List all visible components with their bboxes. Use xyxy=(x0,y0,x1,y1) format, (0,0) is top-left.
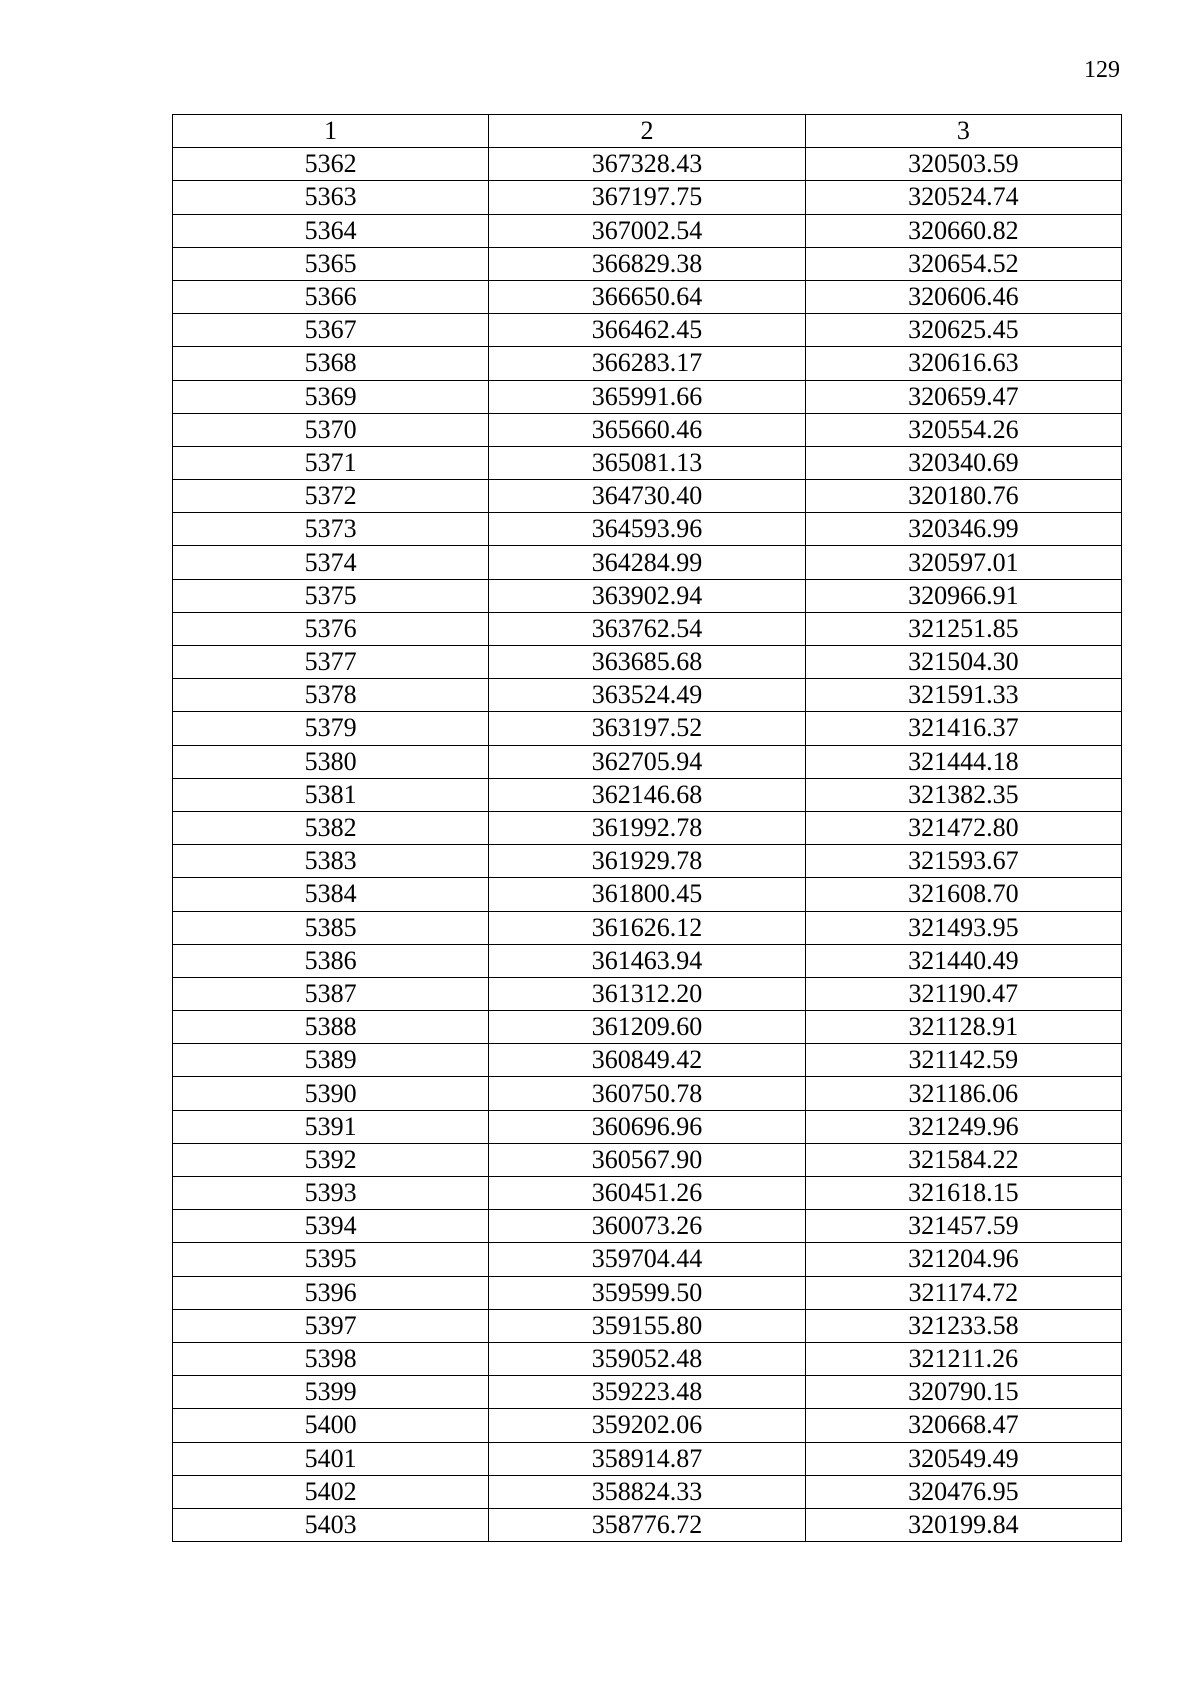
table-cell-col-3: 321416.37 xyxy=(805,712,1121,745)
table-cell-col-3: 321128.91 xyxy=(805,1011,1121,1044)
table-row xyxy=(173,446,1122,479)
table-row xyxy=(173,1475,1122,1508)
table-row xyxy=(173,1409,1122,1442)
table-cell-col-2: 360849.42 xyxy=(489,1044,805,1077)
table-cell-col-2: 366462.45 xyxy=(489,314,805,347)
table-cell-col-1: 5369 xyxy=(173,380,489,413)
table-cell-col-1: 5364 xyxy=(173,214,489,247)
table-cell-col-2: 366650.64 xyxy=(489,280,805,313)
table-row xyxy=(173,1110,1122,1143)
table-row xyxy=(173,878,1122,911)
table-row xyxy=(173,811,1122,844)
table-cell-col-3: 320606.46 xyxy=(805,280,1121,313)
header-row xyxy=(173,115,1122,148)
table-cell-col-3: 320549.49 xyxy=(805,1442,1121,1475)
table-row xyxy=(173,1309,1122,1342)
table-row xyxy=(173,944,1122,977)
table-cell-col-1: 5402 xyxy=(173,1475,489,1508)
table-cell-col-1: 5388 xyxy=(173,1011,489,1044)
table-row xyxy=(173,214,1122,247)
table-cell-col-2: 366829.38 xyxy=(489,247,805,280)
table-cell-col-1: 5372 xyxy=(173,480,489,513)
table-cell-col-1: 5390 xyxy=(173,1077,489,1110)
table-cell-col-2: 364730.40 xyxy=(489,480,805,513)
table-cell-col-3: 321618.15 xyxy=(805,1177,1121,1210)
table-cell-col-3: 321504.30 xyxy=(805,646,1121,679)
table-cell-col-1: 5381 xyxy=(173,778,489,811)
table-cell-col-3: 320346.99 xyxy=(805,513,1121,546)
table-cell-col-3: 320503.59 xyxy=(805,148,1121,181)
table-row xyxy=(173,778,1122,811)
table-row xyxy=(173,579,1122,612)
table-row xyxy=(173,911,1122,944)
table-cell-col-3: 320790.15 xyxy=(805,1376,1121,1409)
table-header xyxy=(173,115,1122,148)
table-cell-col-1: 5373 xyxy=(173,513,489,546)
table-cell-col-2: 360696.96 xyxy=(489,1110,805,1143)
table-row xyxy=(173,546,1122,579)
table-cell-col-1: 5365 xyxy=(173,247,489,280)
table-row xyxy=(173,181,1122,214)
table-row xyxy=(173,1177,1122,1210)
header-cell-3: 3 xyxy=(805,115,1121,148)
table-cell-col-2: 361463.94 xyxy=(489,944,805,977)
table-cell-col-2: 358824.33 xyxy=(489,1475,805,1508)
table-cell-col-2: 360750.78 xyxy=(489,1077,805,1110)
table-cell-col-2: 365991.66 xyxy=(489,380,805,413)
table-cell-col-3: 321233.58 xyxy=(805,1309,1121,1342)
table-cell-col-1: 5384 xyxy=(173,878,489,911)
table-cell-col-2: 360073.26 xyxy=(489,1210,805,1243)
table-cell-col-1: 5368 xyxy=(173,347,489,380)
table-row xyxy=(173,280,1122,313)
table-cell-col-2: 358776.72 xyxy=(489,1508,805,1541)
table-cell-col-2: 367197.75 xyxy=(489,181,805,214)
table-cell-col-2: 361929.78 xyxy=(489,845,805,878)
table-cell-col-3: 320659.47 xyxy=(805,380,1121,413)
table-cell-col-2: 367002.54 xyxy=(489,214,805,247)
table-cell-col-1: 5385 xyxy=(173,911,489,944)
table-row xyxy=(173,1011,1122,1044)
table-cell-col-1: 5389 xyxy=(173,1044,489,1077)
table-cell-col-3: 320554.26 xyxy=(805,413,1121,446)
table-row xyxy=(173,347,1122,380)
table-cell-col-1: 5367 xyxy=(173,314,489,347)
table-cell-col-2: 362705.94 xyxy=(489,745,805,778)
table-cell-col-2: 364284.99 xyxy=(489,546,805,579)
table-row xyxy=(173,612,1122,645)
table-cell-col-3: 320625.45 xyxy=(805,314,1121,347)
table-cell-col-2: 359223.48 xyxy=(489,1376,805,1409)
table-cell-col-2: 361312.20 xyxy=(489,977,805,1010)
table-row xyxy=(173,646,1122,679)
table-row xyxy=(173,977,1122,1010)
table-row xyxy=(173,247,1122,280)
header-cell-2: 2 xyxy=(489,115,805,148)
table-cell-col-1: 5380 xyxy=(173,745,489,778)
table-cell-col-2: 360567.90 xyxy=(489,1143,805,1176)
table-cell-col-3: 320180.76 xyxy=(805,480,1121,513)
table-cell-col-2: 361800.45 xyxy=(489,878,805,911)
table-cell-col-1: 5400 xyxy=(173,1409,489,1442)
table-cell-col-1: 5370 xyxy=(173,413,489,446)
table-cell-col-1: 5387 xyxy=(173,977,489,1010)
table-cell-col-3: 320340.69 xyxy=(805,446,1121,479)
table-cell-col-3: 320476.95 xyxy=(805,1475,1121,1508)
table-cell-col-1: 5398 xyxy=(173,1342,489,1375)
header-cell-1: 1 xyxy=(173,115,489,148)
table-cell-col-3: 321591.33 xyxy=(805,679,1121,712)
table-row xyxy=(173,845,1122,878)
table-cell-col-2: 363197.52 xyxy=(489,712,805,745)
table-row xyxy=(173,1243,1122,1276)
table-cell-col-1: 5397 xyxy=(173,1309,489,1342)
table-cell-col-2: 358914.87 xyxy=(489,1442,805,1475)
table-cell-col-2: 365081.13 xyxy=(489,446,805,479)
table-cell-col-1: 5386 xyxy=(173,944,489,977)
table-cell-col-3: 321472.80 xyxy=(805,811,1121,844)
table-cell-col-2: 359052.48 xyxy=(489,1342,805,1375)
table-row xyxy=(173,513,1122,546)
table-cell-col-1: 5396 xyxy=(173,1276,489,1309)
table-row xyxy=(173,1276,1122,1309)
table-cell-col-1: 5375 xyxy=(173,579,489,612)
table-row xyxy=(173,1508,1122,1541)
table-cell-col-2: 359599.50 xyxy=(489,1276,805,1309)
table-cell-col-3: 321440.49 xyxy=(805,944,1121,977)
table-cell-col-1: 5403 xyxy=(173,1508,489,1541)
table-row xyxy=(173,413,1122,446)
table-cell-col-2: 363902.94 xyxy=(489,579,805,612)
table-row xyxy=(173,1442,1122,1475)
table-row xyxy=(173,745,1122,778)
table-cell-col-3: 321251.85 xyxy=(805,612,1121,645)
coordinates-table-wrapper xyxy=(172,114,1122,1542)
table-cell-col-1: 5394 xyxy=(173,1210,489,1243)
table-cell-col-3: 321584.22 xyxy=(805,1143,1121,1176)
table-cell-col-3: 321493.95 xyxy=(805,911,1121,944)
table-cell-col-2: 361209.60 xyxy=(489,1011,805,1044)
table-row xyxy=(173,148,1122,181)
table-cell-col-3: 321174.72 xyxy=(805,1276,1121,1309)
table-cell-col-1: 5371 xyxy=(173,446,489,479)
table-cell-col-2: 363762.54 xyxy=(489,612,805,645)
table-cell-col-3: 321190.47 xyxy=(805,977,1121,1010)
table-row xyxy=(173,1342,1122,1375)
table-cell-col-1: 5401 xyxy=(173,1442,489,1475)
table-cell-col-3: 321249.96 xyxy=(805,1110,1121,1143)
table-cell-col-3: 320199.84 xyxy=(805,1508,1121,1541)
table-cell-col-3: 321382.35 xyxy=(805,778,1121,811)
table-cell-col-1: 5366 xyxy=(173,280,489,313)
table-cell-col-2: 363524.49 xyxy=(489,679,805,712)
table-cell-col-3: 321457.59 xyxy=(805,1210,1121,1243)
table-cell-col-1: 5377 xyxy=(173,646,489,679)
table-row xyxy=(173,380,1122,413)
table-cell-col-3: 320654.52 xyxy=(805,247,1121,280)
table-cell-col-3: 321142.59 xyxy=(805,1044,1121,1077)
table-row xyxy=(173,1210,1122,1243)
table-cell-col-3: 321444.18 xyxy=(805,745,1121,778)
table-cell-col-3: 321593.67 xyxy=(805,845,1121,878)
table-cell-col-1: 5393 xyxy=(173,1177,489,1210)
table-cell-col-3: 320966.91 xyxy=(805,579,1121,612)
table-row xyxy=(173,314,1122,347)
table-row xyxy=(173,1143,1122,1176)
table-cell-col-1: 5378 xyxy=(173,679,489,712)
table-cell-col-3: 321204.96 xyxy=(805,1243,1121,1276)
table-cell-col-2: 361626.12 xyxy=(489,911,805,944)
table-cell-col-3: 320524.74 xyxy=(805,181,1121,214)
table-cell-col-1: 5362 xyxy=(173,148,489,181)
table-cell-col-3: 320660.82 xyxy=(805,214,1121,247)
page-number: 129 xyxy=(1084,57,1120,83)
table-cell-col-2: 365660.46 xyxy=(489,413,805,446)
table-cell-col-2: 360451.26 xyxy=(489,1177,805,1210)
table-cell-col-2: 359155.80 xyxy=(489,1309,805,1342)
table-cell-col-1: 5399 xyxy=(173,1376,489,1409)
table-cell-col-2: 359202.06 xyxy=(489,1409,805,1442)
table-row xyxy=(173,1044,1122,1077)
table-cell-col-3: 320616.63 xyxy=(805,347,1121,380)
table-cell-col-1: 5383 xyxy=(173,845,489,878)
table-cell-col-3: 320597.01 xyxy=(805,546,1121,579)
table-cell-col-3: 321608.70 xyxy=(805,878,1121,911)
table-cell-col-2: 364593.96 xyxy=(489,513,805,546)
coordinates-table xyxy=(172,114,1122,1542)
table-row xyxy=(173,1376,1122,1409)
table-cell-col-2: 361992.78 xyxy=(489,811,805,844)
table-cell-col-3: 321186.06 xyxy=(805,1077,1121,1110)
table-cell-col-2: 363685.68 xyxy=(489,646,805,679)
table-cell-col-3: 321211.26 xyxy=(805,1342,1121,1375)
table-cell-col-1: 5392 xyxy=(173,1143,489,1176)
table-cell-col-1: 5382 xyxy=(173,811,489,844)
table-cell-col-1: 5379 xyxy=(173,712,489,745)
table-cell-col-2: 367328.43 xyxy=(489,148,805,181)
table-cell-col-3: 320668.47 xyxy=(805,1409,1121,1442)
table-cell-col-2: 359704.44 xyxy=(489,1243,805,1276)
table-row xyxy=(173,1077,1122,1110)
table-row xyxy=(173,480,1122,513)
table-cell-col-1: 5363 xyxy=(173,181,489,214)
table-cell-col-2: 362146.68 xyxy=(489,778,805,811)
table-row xyxy=(173,712,1122,745)
table-cell-col-1: 5376 xyxy=(173,612,489,645)
table-cell-col-1: 5374 xyxy=(173,546,489,579)
table-body xyxy=(173,148,1122,1542)
table-row xyxy=(173,679,1122,712)
table-cell-col-1: 5395 xyxy=(173,1243,489,1276)
table-cell-col-2: 366283.17 xyxy=(489,347,805,380)
table-cell-col-1: 5391 xyxy=(173,1110,489,1143)
